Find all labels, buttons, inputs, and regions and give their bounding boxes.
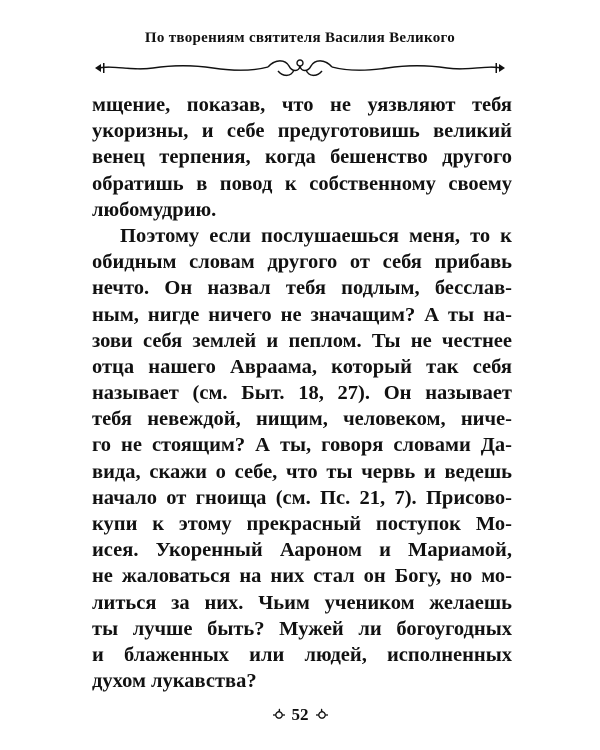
fleuron-left-icon xyxy=(272,708,286,722)
text-line: зови себя землей и пеплом. Ты не честнее xyxy=(92,329,512,352)
text-line: отца нашего Авраама, который так себя xyxy=(92,355,512,378)
text-line: вида, скажи о себе, что ты червь и ведешь xyxy=(92,460,512,483)
text-line: обратишь в повод к собственному своему xyxy=(92,172,512,195)
text-line: ным, нигде ничего не значащим? А ты на- xyxy=(92,303,512,326)
text-line: и блаженных или людей, исполненных xyxy=(92,643,512,666)
page-footer xyxy=(0,703,600,727)
divider-right-scroll xyxy=(332,66,501,70)
text-line: венец терпения, когда бешенство другого xyxy=(92,146,512,169)
running-header: По творениям святителя Василия Великого xyxy=(144,30,456,46)
text-line: купи к этому прекрасный поступок Мо- xyxy=(92,513,512,535)
text-line: укоризны, и себе предуготовишь великий xyxy=(92,120,512,143)
text-line: не жаловаться на них стал он Богу, но мо- xyxy=(92,565,512,588)
text-line: тебя невеждой, нищим, человеком, ниче- xyxy=(92,408,512,431)
text-line: литься за них. Чьим учеником желаешь xyxy=(92,591,512,614)
text-line: нечто. Он назвал тебя подлым, бесслав- xyxy=(92,277,512,300)
text-line: ты лучше быть? Мужей ли богоугодных xyxy=(92,617,512,640)
text-line: мщение, показав, что не уязвляют тебя xyxy=(92,94,512,116)
text-line: го не стоящим? А ты, говоря словами Да- xyxy=(92,434,512,457)
text-line: начало от гноища (см. Пс. 21, 7). Присово- xyxy=(92,486,512,509)
paragraph-start-line: Поэтому если послушаешься меня, то к xyxy=(120,224,512,247)
text-line: называет (см. Быт. 18, 27). Он называет xyxy=(92,382,512,405)
fleuron-right-icon xyxy=(315,708,329,722)
page-number: 52 xyxy=(291,705,309,724)
text-line: обидным словам другого от себя прибавь xyxy=(92,251,512,274)
divider-left-scroll xyxy=(99,66,268,70)
text-line: духом лукавства? xyxy=(92,670,257,693)
text-line: любомудрию. xyxy=(92,198,217,221)
main-text xyxy=(92,92,512,694)
ornamental-divider xyxy=(93,55,507,81)
text-line: исея. Укоренный Аароном и Мариамой, xyxy=(92,539,512,562)
